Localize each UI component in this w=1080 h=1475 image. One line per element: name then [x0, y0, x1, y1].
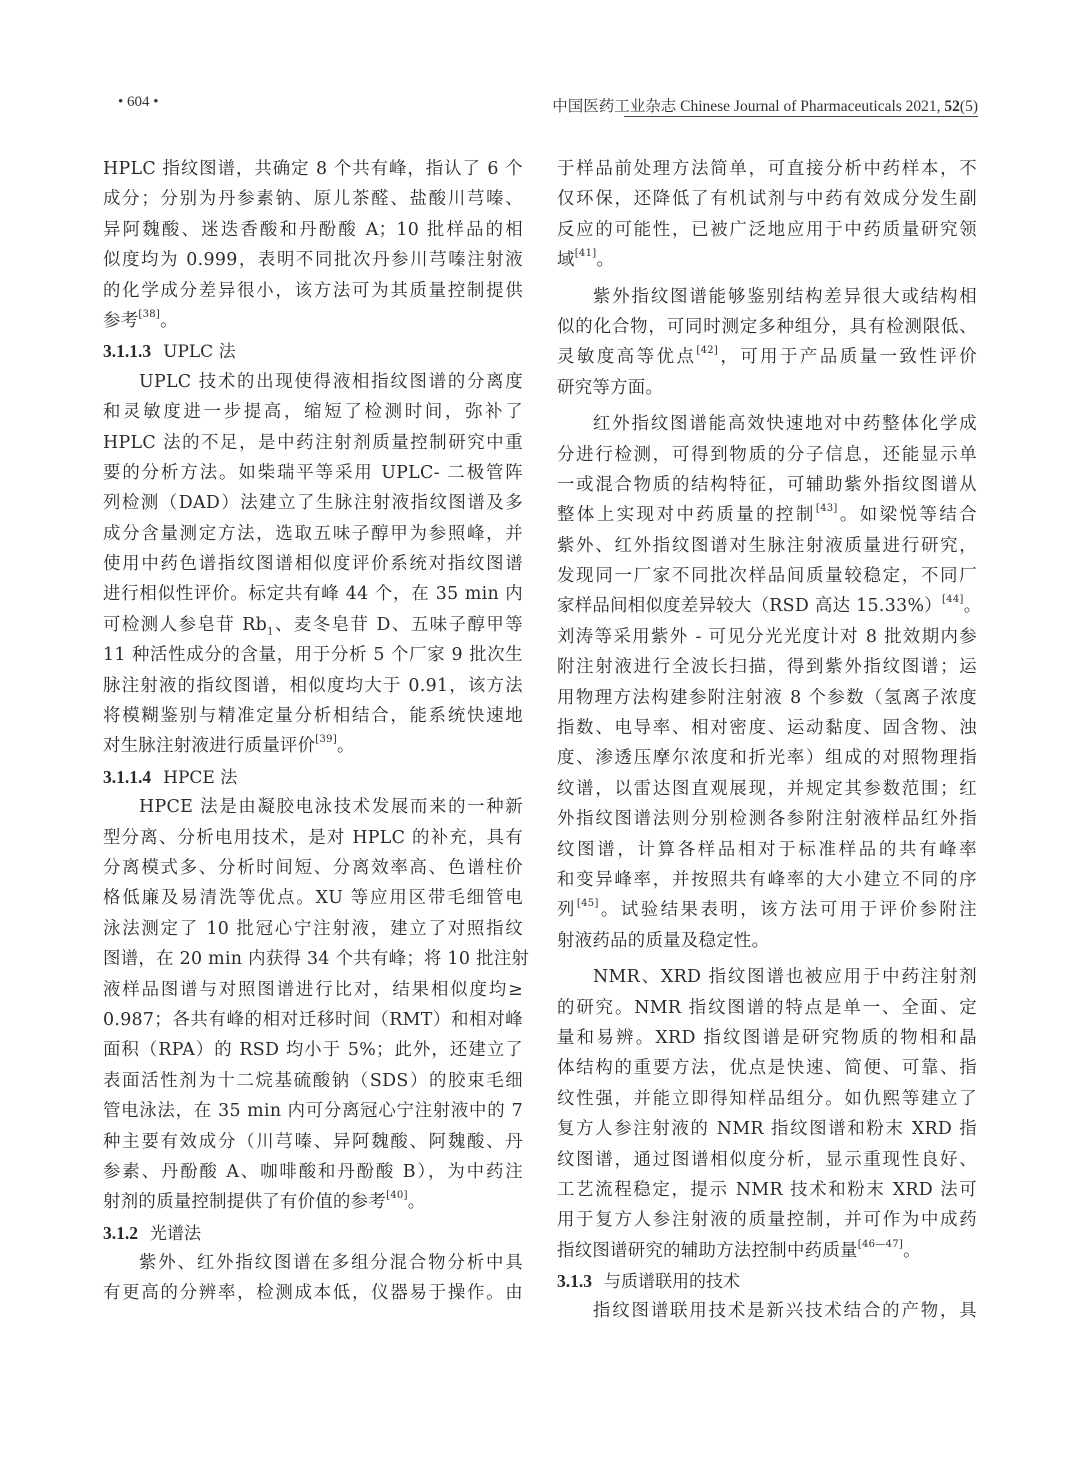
- text-run: 整体上实现对中药质量的控制: [557, 505, 816, 526]
- citation-ref[interactable]: [39]: [315, 734, 338, 746]
- citation-ref[interactable]: [40]: [386, 1190, 408, 1202]
- paragraph: [557, 154, 977, 276]
- text-run: 、麦冬皂苷 D、五味子醇甲等: [273, 614, 523, 635]
- left-column: [103, 154, 530, 1309]
- text-line: 纹性强，并能立即得知样品组分。如仇熙等建立了: [557, 1088, 977, 1109]
- text-line: 的研究。NMR 指纹图谱的特点是单一、全面、定: [557, 997, 977, 1018]
- text-run: 。试验结果表明，该方法可用于评价参附注: [598, 900, 977, 921]
- text-line: 度、渗透压摩尔浓度和折光率）组成的对照物理指: [557, 748, 977, 769]
- text-line: 使用中药色谱指纹图谱相似度评价系统对指纹图谱: [103, 554, 523, 575]
- text-run: 对生脉注射液进行质量评价: [103, 736, 316, 757]
- text-line: 分进行检测，可得到物质的分子信息，还能显示单: [557, 444, 977, 465]
- text-line: 异阿魏酸、迷迭香酸和丹酚酸 A；10 批样品的相: [103, 219, 523, 240]
- section-heading: [103, 336, 523, 366]
- text-line: 纹图谱，计算各样品相对于标准样品的共有峰率: [557, 839, 977, 860]
- text-line: 分离模式多、分析时间短、分离效率高、色谱柱价: [103, 857, 523, 878]
- citation-ref[interactable]: [43]: [815, 503, 838, 515]
- text-line: 附注射液进行全波长扫描，得到紫外指纹图谱；运: [557, 657, 977, 678]
- text-line: 工艺流程稳定，提示 NMR 技术和粉末 XRD 法可: [557, 1179, 977, 1200]
- right-column: [557, 154, 982, 1327]
- text-line: 0.987；各共有峰的相对迁移时间（RMT）和相对峰: [103, 1009, 523, 1030]
- text-line: 面积（RPA）的 RSD 均小于 5%；此外，还建立了: [103, 1040, 523, 1061]
- text-line: 一或混合物质的结构特征，可辅助紫外指纹图谱从: [557, 474, 977, 495]
- citation-ref[interactable]: [38]: [138, 308, 161, 320]
- text-line: 发现同一厂家不同批次样品间质量较稳定，不同厂: [557, 566, 977, 587]
- paragraph: [557, 1296, 977, 1326]
- text-run: 。: [903, 1240, 921, 1261]
- text-run: ，可用于产品质量一致性评价: [718, 347, 977, 368]
- text-run: 。: [596, 250, 615, 271]
- text-line: 液样品图谱与对照图谱进行比对，结果相似度均≥: [103, 979, 523, 1000]
- citation-ref[interactable]: [41]: [574, 248, 597, 260]
- section-title: HPCE 法: [163, 767, 238, 788]
- text-line: 复方人参注射液的 NMR 指纹图谱和粉末 XRD 指: [557, 1119, 977, 1140]
- paragraph: [557, 962, 977, 1266]
- text-line: 外指纹图谱法则分别检测各参附注射液样品红外指: [557, 809, 977, 830]
- text-line: 有更高的分辨率，检测成本低，仪器易于操作。由: [103, 1283, 523, 1304]
- paragraph: [557, 409, 982, 956]
- text-line: 刘涛等采用紫外 - 可见分光光度计对 8 批效期内参: [557, 626, 977, 647]
- text-run: 家样品间相似度差异较大（RSD 高达 15.33%）: [557, 596, 942, 617]
- text-line: 紫外、红外指纹图谱对生脉注射液质量进行研究，: [557, 535, 977, 556]
- text-line: 纹谱，以雷达图直观展现，并规定其参数范围；红: [557, 778, 977, 799]
- text-line: 成分含量测定方法，选取五味子醇甲为参照峰，并: [103, 523, 523, 544]
- section-number: 3.1.1.3: [103, 341, 152, 362]
- text-line: 用于复方人参注射液的质量控制，并可作为中成药: [557, 1210, 977, 1231]
- text-line: 纹图谱，通过图谱相似度分析，显示重现性良好、: [557, 1149, 977, 1170]
- journal-citation: [552, 94, 978, 116]
- section-title: 与质谱联用的技术: [604, 1272, 740, 1293]
- text-run: 参考: [103, 310, 139, 331]
- text-line: 紫外指纹图谱能够鉴别结构差异很大或结构相: [593, 286, 977, 307]
- citation-ref[interactable]: [44]: [941, 594, 964, 606]
- text-line: 指数、电导率、相对密度、运动黏度、固含物、浊: [557, 718, 977, 739]
- text-line: 量和易辨。XRD 指纹图谱是研究物质的物相和晶: [557, 1027, 977, 1048]
- section-title: 光谱法: [150, 1223, 201, 1244]
- text-line: [557, 500, 977, 530]
- journal-name-en: Chinese Journal of Pharmaceuticals 2021,: [680, 98, 941, 115]
- text-line: HPLC 法的不足，是中药注射剂质量控制研究中重: [103, 432, 523, 453]
- text-line: [557, 342, 977, 372]
- text-line: 红外指纹图谱能高效快速地对中药整体化学成: [593, 414, 977, 435]
- journal-issue: (5): [959, 98, 978, 115]
- text-run: 指纹图谱研究的辅助方法控制中药质量: [557, 1240, 858, 1261]
- text-line: 格低廉及易清洗等优点。XU 等应用区带毛细管电: [103, 888, 523, 909]
- text-line: [103, 610, 523, 640]
- section-number: 3.1.2: [103, 1222, 138, 1243]
- text-line: 研究等方面。: [557, 377, 664, 398]
- paragraph: [103, 367, 523, 762]
- section-number: 3.1.1.4: [103, 766, 152, 787]
- text-line: 表面活性剂为十二烷基硫酸钠（SDS）的胶束毛细: [103, 1070, 523, 1091]
- text-line: 管电泳法，在 35 min 内可分离冠心宁注射液中的 7: [103, 1101, 523, 1122]
- section-title: UPLC 法: [163, 342, 236, 363]
- text-line: [557, 1236, 977, 1266]
- section-heading: [103, 762, 523, 792]
- paragraph: [557, 282, 977, 404]
- paragraph: [103, 1248, 523, 1309]
- section-heading: [557, 1266, 977, 1296]
- citation-ref[interactable]: [45]: [576, 898, 599, 910]
- text-run: 。: [963, 596, 982, 617]
- text-line: 仅环保，还降低了有机试剂与中药有效成分发生副: [557, 189, 977, 210]
- paragraph: [103, 154, 523, 336]
- journal-volume: 52: [944, 98, 960, 115]
- running-header: [104, 92, 978, 122]
- journal-name-cn: 中国医药工业杂志: [552, 98, 677, 115]
- text-line: 将模糊鉴别与精准定量分析相结合，能系统快速地: [103, 706, 523, 727]
- text-line: 进行相似性评价。标定共有峰 44 个，在 35 min 内: [103, 584, 523, 605]
- text-line: 参素、丹酚酸 A、咖啡酸和丹酚酸 B），为中药注: [103, 1161, 523, 1182]
- header-rule: [624, 116, 978, 117]
- text-line: [103, 306, 523, 336]
- text-line: HPLC 指纹图谱，共确定 8 个共有峰，指认了 6 个: [103, 159, 523, 179]
- text-line: 指纹图谱联用技术是新兴技术结合的产物，具: [593, 1301, 977, 1322]
- text-line: 图谱，在 20 min 内获得 34 个共有峰；将 10 批注射: [103, 949, 530, 970]
- text-line: [557, 591, 982, 621]
- text-line: 用物理方法构建参附注射液 8 个参数（氢离子浓度: [557, 687, 977, 708]
- paragraph: [103, 792, 530, 1217]
- text-line: [557, 245, 977, 275]
- text-line: 型分离、分析电用技术，是对 HPLC 的补充，具有: [103, 827, 523, 848]
- text-line: 的化学成分差异很小，该方法可为其质量控制提供: [103, 280, 523, 301]
- text-line: [557, 895, 977, 925]
- text-line: HPCE 法是由凝胶电泳技术发展而来的一种新: [139, 797, 523, 818]
- page-number: • 604 •: [118, 94, 159, 110]
- text-line: 似度均为 0.999，表明不同批次丹参川芎嗪注射液: [103, 250, 523, 271]
- text-run: 。: [407, 1192, 426, 1213]
- text-line: 和灵敏度进一步提高，缩短了检测时间，弥补了: [103, 402, 523, 423]
- text-line: [103, 731, 523, 761]
- text-run: 。: [337, 736, 355, 757]
- text-line: 11 种活性成分的含量，用于分析 5 个厂家 9 批次生: [103, 645, 523, 666]
- section-number: 3.1.3: [557, 1271, 592, 1292]
- text-run: 列: [557, 900, 577, 921]
- text-run: 域: [557, 250, 575, 271]
- text-run: 。如梁悦等结合: [837, 505, 977, 526]
- text-line: 体结构的重要方法，优点是快速、简便、可靠、指: [557, 1058, 977, 1079]
- text-line: 反应的可能性，已被广泛地应用于中药质量研究领: [557, 219, 977, 240]
- text-run: 灵敏度高等优点: [557, 347, 697, 368]
- text-line: 和变异峰率，并按照共有峰率的大小建立不同的序: [557, 869, 977, 890]
- text-line: 成分；分别为丹参素钠、原儿茶醛、盐酸川芎嗪、: [103, 189, 523, 210]
- citation-ref[interactable]: [46—47]: [857, 1238, 904, 1250]
- text-line: 射液药品的质量及稳定性。: [557, 930, 770, 951]
- text-line: 要的分析方法。如柴瑞平等采用 UPLC- 二极管阵: [103, 462, 523, 483]
- text-line: NMR、XRD 指纹图谱也被应用于中药注射剂: [593, 967, 977, 988]
- text-line: 似的化合物，可同时测定多种组分，具有检测限低、: [557, 316, 977, 337]
- text-line: [103, 1187, 523, 1217]
- text-line: 于样品前处理方法简单，可直接分析中药样本，不: [557, 159, 977, 179]
- text-run: 。: [160, 310, 178, 331]
- text-line: 种主要有效成分（川芎嗪、异阿魏酸、阿魏酸、丹: [103, 1131, 523, 1152]
- text-line: 紫外、红外指纹图谱在多组分混合物分析中具: [139, 1253, 523, 1274]
- section-heading: [103, 1218, 523, 1248]
- text-run: 射剂的质量控制提供了有价值的参考: [103, 1192, 387, 1213]
- text-run: 可检测人参皂苷 Rb: [103, 614, 268, 635]
- subscript: 1: [267, 626, 274, 638]
- citation-ref[interactable]: [42]: [696, 345, 719, 357]
- text-line: 脉注射液的指纹图谱，相似度均大于 0.91，该方法: [103, 675, 523, 696]
- text-line: 泳法测定了 10 批冠心宁注射液，建立了对照指纹: [103, 918, 523, 939]
- text-line: 列检测（DAD）法建立了生脉注射液指纹图谱及多: [103, 493, 523, 514]
- text-line: UPLC 技术的出现使得液相指纹图谱的分离度: [139, 371, 523, 392]
